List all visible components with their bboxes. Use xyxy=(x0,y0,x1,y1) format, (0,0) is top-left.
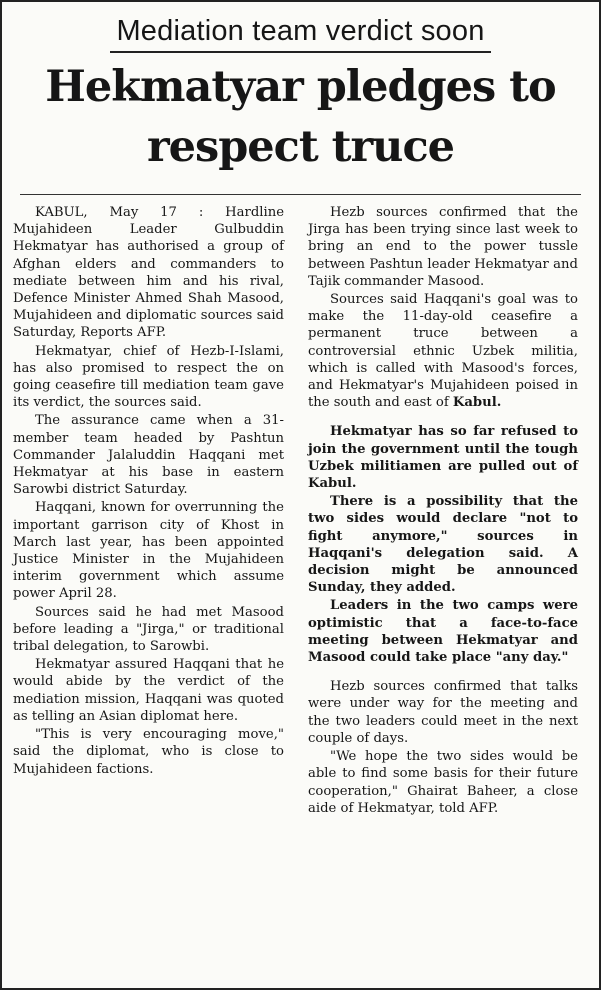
paragraph: Hezb sources confirmed that talks were under way for the meeting and the two leaders could meet in the next couple of days. xyxy=(308,679,578,746)
paragraph: Hezb sources confirmed that the Jirga has been trying since last week to bring an end to the power tussle between Pashtun leader Hekmatyar and Tajik commander Masood. xyxy=(308,205,578,289)
paragraph: "This is very encouraging move," said the diplomat, who is close to Mujahideen factions. xyxy=(13,727,284,777)
paragraph: Leaders in the two camps were optimistic that a face-to-face meeting between Hekmatyar and Masood could take place "any day." xyxy=(308,598,578,666)
headline-divider xyxy=(20,194,581,195)
paragraph: Hekmatyar, chief of Hezb-I-Islami, has also promised to respect the on going ceasefire till mediation team gave its verdict, the sources said. xyxy=(13,343,284,411)
main-headline xyxy=(2,57,599,177)
city-name: Kabul. xyxy=(452,395,502,411)
right-column xyxy=(308,204,578,818)
paragraph: Hekmatyar has so far refused to join the government until the tough Uzbek militiamen are pulled out of Kabul. xyxy=(308,424,578,492)
left-column xyxy=(13,204,284,779)
headline-line-1: Hekmatyar pledges to xyxy=(45,62,556,112)
paragraph: Hekmatyar assured Haqqani that he would abide by the verdict of the mediation mission, Haqqani was quoted as telling an Asian diplomat here. xyxy=(13,657,284,724)
paragraph: There is a possibility that the two sides would declare "not to fight anymore," sources in Haqqani's delegation said. A decision might be announced Sunday, they added. xyxy=(308,494,578,596)
paragraph: "We hope the two sides would be able to find some basis for their future cooperation," Ghairat Baheer, a close aide of Hekmatyar, told AFP. xyxy=(308,749,578,816)
paragraph: The assurance came when a 31-member team headed by Pashtun Commander Jalaluddin Haqqani met Hekmatyar at his base in eastern Sarowbi district Saturday. xyxy=(13,413,284,498)
paragraph: KABUL, May 17 : Hardline Mujahideen Leader Gulbuddin Hekmatyar has authorised a group of Afghan elders and commanders to mediate between him and his rival, Defence Minister Ahmed Shah Masood, Mujahideen and diplomatic sources said Saturday, Reports AFP. xyxy=(13,205,284,341)
paragraph: Sources said he had met Masood before leading a "Jirga," or traditional tribal delegation, to Sarowbi. xyxy=(13,604,284,655)
paragraph xyxy=(308,291,578,411)
kicker-wrapper xyxy=(2,2,599,53)
paragraph-text: Sources said Haqqani's goal was to make the 11-day-old ceasefire a permanent truce between a controversial ethnic Uzbek militia, which is called with Masood's forces, and Hekmatyar's Mujahideen poised in the south and east of xyxy=(308,292,578,411)
paragraph: Haqqani, known for overrunning the important garrison city of Khost in March last year, has been appointed Justice Minister in the Mujahideen interim government which assume power April 28. xyxy=(13,500,284,602)
kicker-headline: Mediation team verdict soon xyxy=(110,14,490,53)
headline-line-2: respect truce xyxy=(147,122,454,172)
